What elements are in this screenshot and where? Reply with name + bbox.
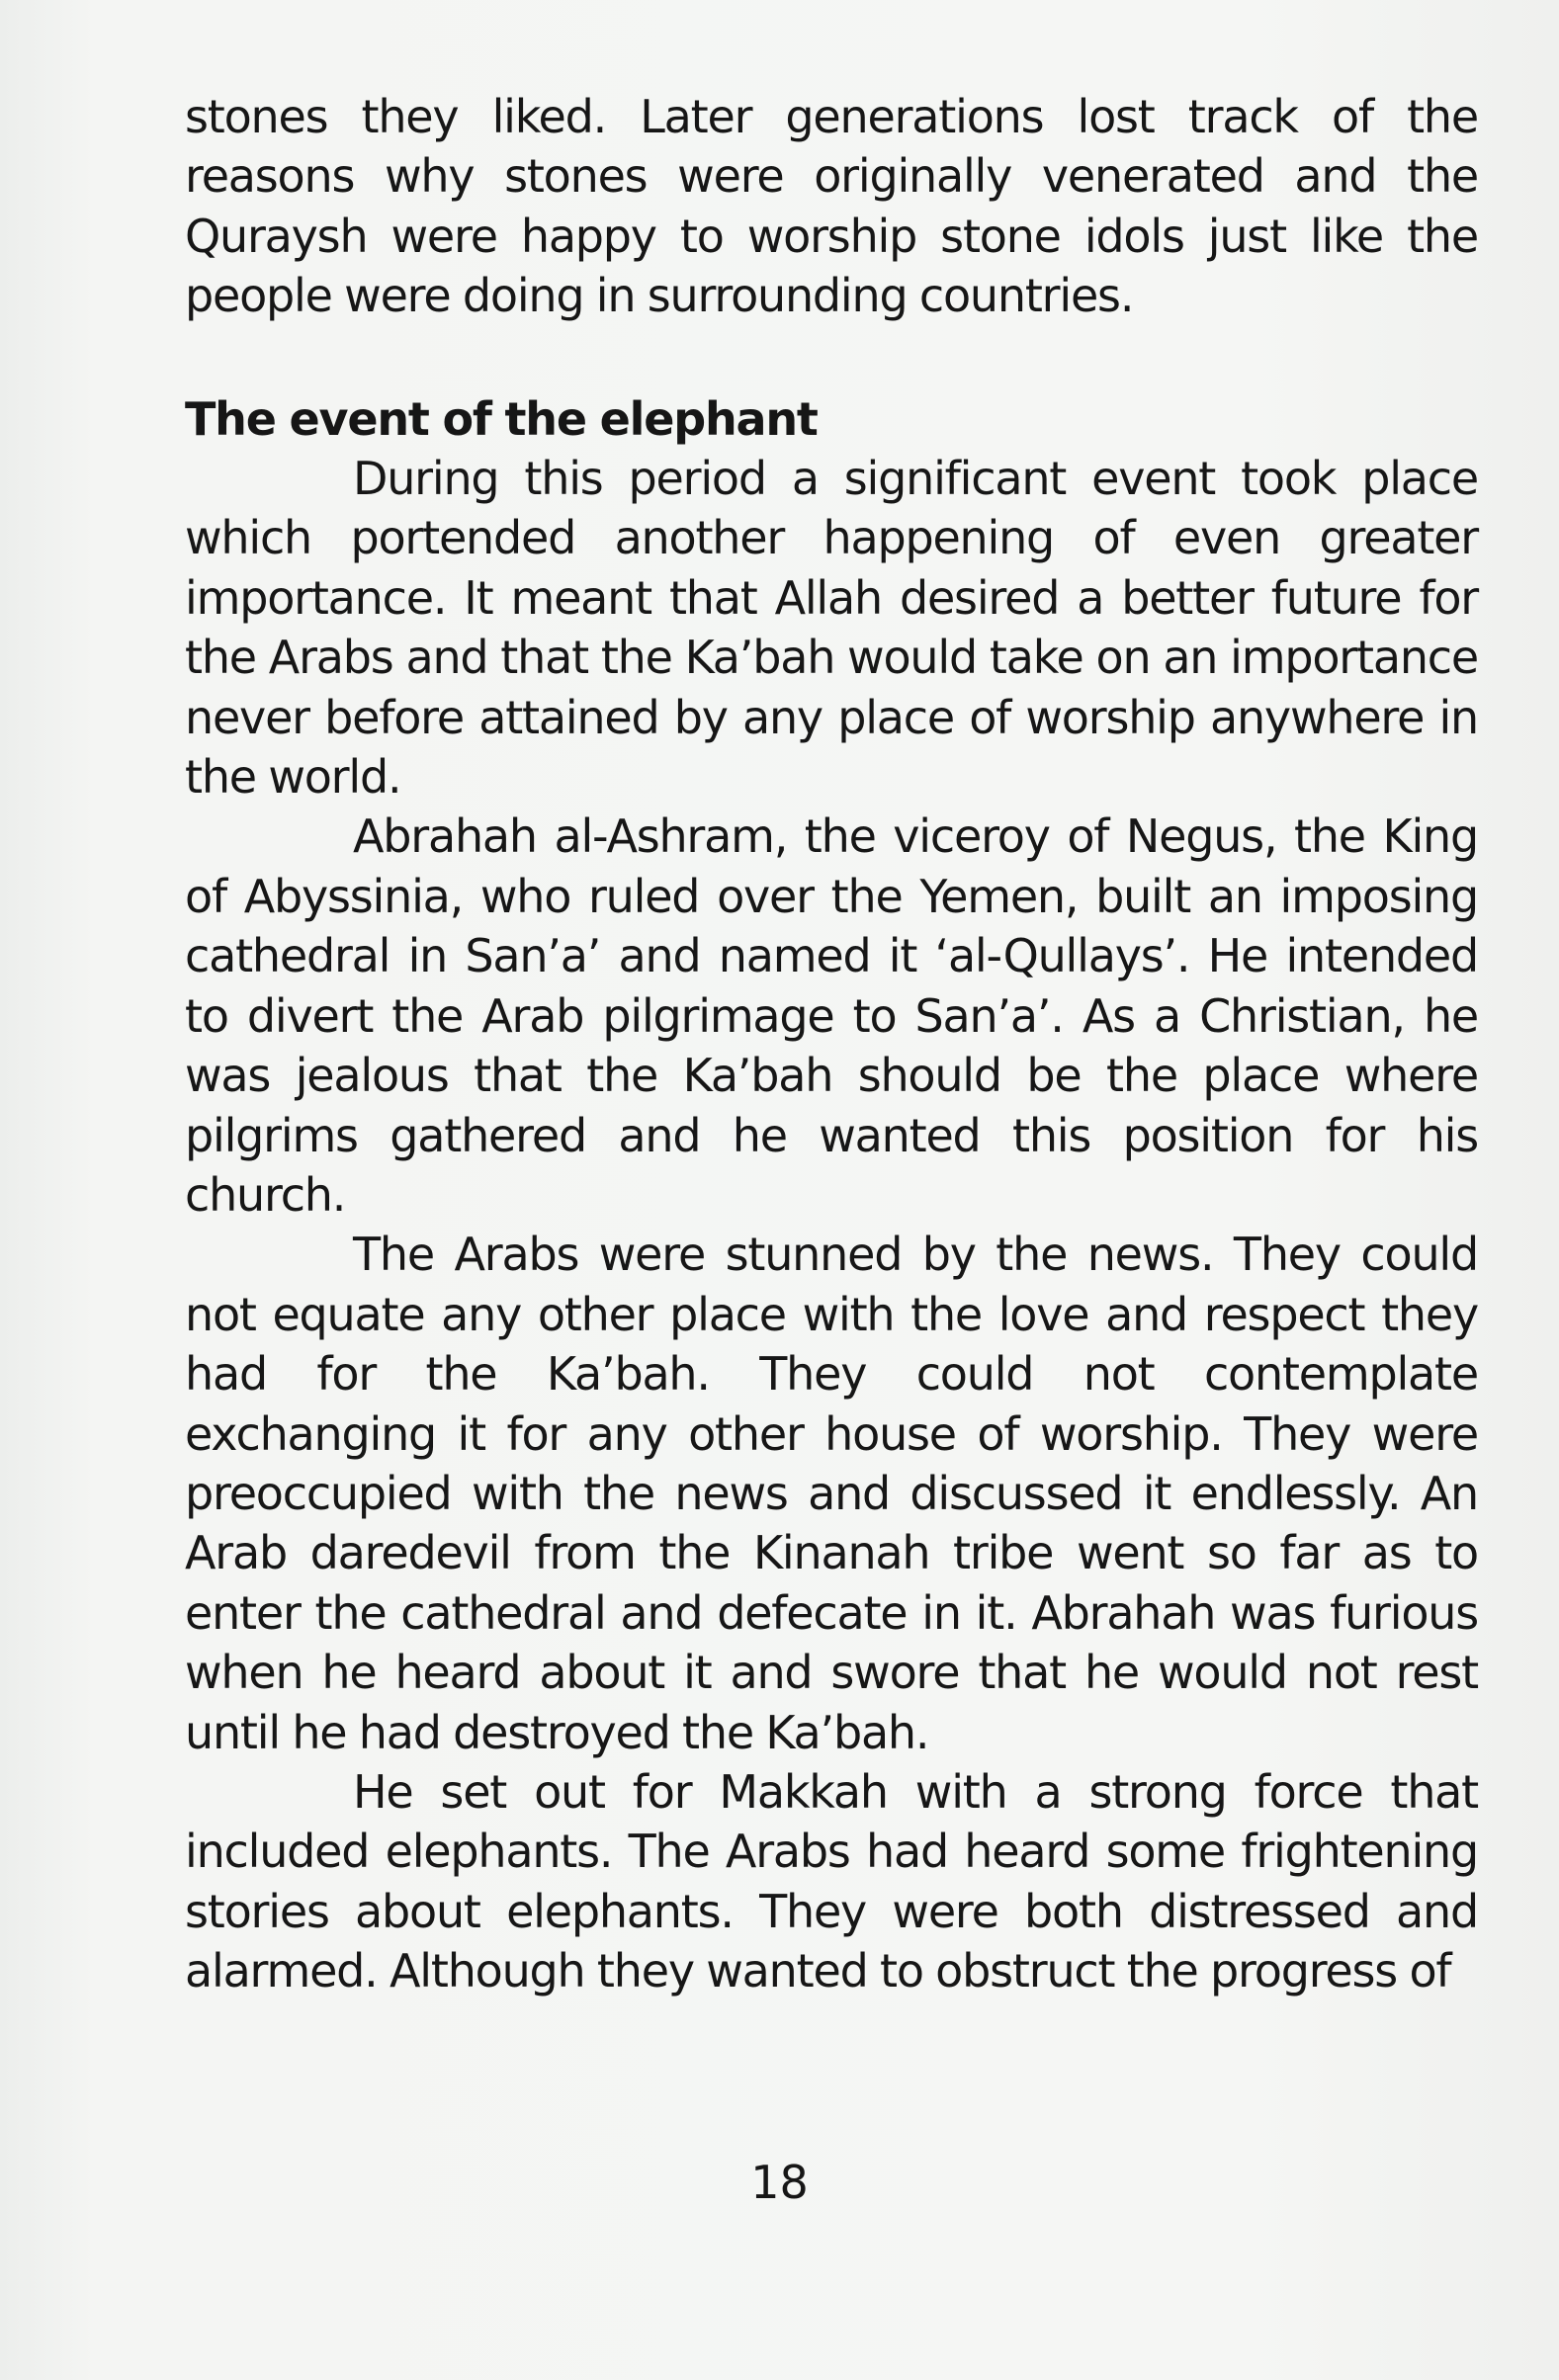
body-text [185, 87, 1478, 2001]
paragraph: The Arabs were stunned by the news. They could not equate any other place with the love and respect they had for the Ka’bah. They could not contemplate exchanging it for any other house of worship. They were preoccupied with the news and discussed it endlessly. An Arab daredevil from the Kinanah tribe went so far as to enter the cathedral and defecate in it. Abrahah was furious when he heard about it and swore that he would not rest until he had destroyed the Ka’bah. [185, 1228, 1478, 1759]
paragraph: Abrahah al-Ashram, the viceroy of Negus, the King of Abyssinia, who ruled over the Yemen, built an imposing cathedral in San’a’ and named it ‘al-Qullays’. He intended to divert the Arab pilgrimage to San’a’. As a Christian, he was jealous that the Ka’bah should be the place where pilgrims gathered and he wanted this position for his church. [185, 809, 1478, 1222]
page-number: 18 [750, 2156, 809, 2209]
paragraph: He set out for Makkah with a strong force that included elephants. The Arabs had heard some frightening stories about elephants. They were both distressed and alarmed. Although they wanted to obstruct the progress of [185, 1764, 1478, 1998]
paragraph: During this period a significant event took place which portended another happening of even greater importance. It meant that Allah desired a better future for the Arabs and that the Ka’bah would take on an importance never before attained by any place of worship anywhere in the world. [185, 452, 1478, 805]
section-heading: The event of the elephant [185, 391, 818, 446]
paragraph-continuation: stones they liked. Later generations lost track of the reasons why stones were originally venerated and the Quraysh were happy to worship stone idols just like the people were doing in surrounding countries. [185, 90, 1478, 323]
